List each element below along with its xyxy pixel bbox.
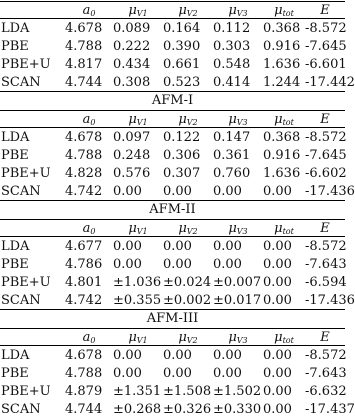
column-header: [113, 3, 163, 18]
table-cell: 1.244: [263, 74, 301, 90]
table-cell: 0.00: [263, 274, 292, 290]
column-header: [113, 221, 163, 236]
table-cell: 4.742: [65, 183, 103, 199]
section-title: AFM-I: [0, 91, 345, 110]
method-label: PBE+U: [1, 383, 51, 399]
table-cell: 4.788: [65, 147, 103, 163]
method-label: PBE+U: [1, 274, 51, 290]
table-cell: -17.437: [305, 401, 355, 417]
table-cell: 4.678: [65, 20, 103, 36]
column-header-symbol: μ: [178, 330, 187, 345]
table-cell: 0.00: [113, 238, 142, 254]
method-label: PBE+U: [1, 56, 51, 72]
method-label: PBE: [1, 147, 29, 163]
column-header: [163, 3, 213, 18]
column-header-subscript: V1: [136, 9, 148, 18]
table-cell: 0.00: [163, 347, 192, 363]
column-header-symbol: μ: [274, 221, 283, 236]
column-header-subscript: tot: [282, 118, 294, 127]
table-row: [0, 364, 345, 382]
table-section: [0, 200, 355, 309]
column-header: [65, 221, 113, 236]
column-header-subscript: 0: [90, 336, 96, 345]
table-cell: -7.643: [305, 365, 347, 381]
table-row: [0, 400, 355, 418]
table-cell: ±1.502: [213, 383, 262, 399]
column-header-symbol: E: [320, 221, 330, 236]
column-header-symbol: a: [82, 112, 91, 127]
column-header: [263, 221, 305, 236]
table-cell: ±0.326: [163, 401, 212, 417]
table-cell: 0.916: [263, 147, 301, 163]
table-cell: 0.089: [113, 20, 151, 36]
table-cell: 0.00: [113, 256, 142, 272]
method-label: SCAN: [1, 292, 41, 308]
column-header-subscript: tot: [282, 9, 294, 18]
table-cell: -7.643: [305, 256, 347, 272]
method-label: LDA: [1, 129, 30, 145]
table-cell: 0.548: [213, 56, 251, 72]
table-cell: ±0.007: [213, 274, 262, 290]
column-header-subscript: V2: [186, 9, 198, 18]
table-cell: 4.742: [65, 292, 103, 308]
table-cell: 0.308: [113, 74, 151, 90]
column-header-symbol: μ: [178, 112, 187, 127]
table-cell: 0.00: [213, 238, 242, 254]
column-header-subscript: V3: [236, 118, 248, 127]
column-header-subscript: 0: [90, 227, 96, 236]
column-header-subscript: V1: [136, 336, 148, 345]
table-cell: 0.523: [163, 74, 201, 90]
table-cell: 0.00: [263, 401, 292, 417]
table-cell: 4.678: [65, 129, 103, 145]
column-header-subscript: V1: [136, 227, 148, 236]
method-label: SCAN: [1, 401, 41, 417]
method-label: SCAN: [1, 183, 41, 199]
column-header: [163, 221, 213, 236]
method-label: LDA: [1, 347, 30, 363]
table-cell: 0.00: [213, 365, 242, 381]
table-cell: ±0.330: [213, 401, 262, 417]
column-header: [113, 330, 163, 345]
column-header-symbol: a: [82, 221, 91, 236]
column-header: [263, 330, 305, 345]
column-header-symbol: μ: [228, 112, 237, 127]
table-cell: -8.572: [305, 129, 347, 145]
column-header-subscript: V2: [186, 336, 198, 345]
table-cell: 0.00: [263, 256, 292, 272]
column-header-symbol: E: [320, 112, 330, 127]
table-cell: 0.00: [213, 183, 242, 199]
column-header-subscript: 0: [90, 9, 96, 18]
table-cell: 4.788: [65, 365, 103, 381]
column-header-subscript: V3: [236, 336, 248, 345]
table-cell: 0.368: [263, 129, 301, 145]
column-header-symbol: μ: [274, 3, 283, 18]
column-header: [65, 3, 113, 18]
column-header-symbol: μ: [274, 112, 283, 127]
column-header-symbol: μ: [128, 330, 137, 345]
table-cell: ±1.036: [113, 274, 162, 290]
method-label: PBE: [1, 365, 29, 381]
table-cell: 0.414: [213, 74, 251, 90]
table-row: [0, 128, 345, 146]
method-label: LDA: [1, 238, 30, 254]
table-cell: 1.636: [263, 56, 301, 72]
table-cell: ±1.351: [113, 383, 162, 399]
table-cell: 0.00: [113, 347, 142, 363]
table-cell: -17.442: [305, 74, 355, 90]
table-header-row: [0, 328, 345, 346]
column-header-symbol: μ: [128, 221, 137, 236]
section-title: AFM-II: [0, 200, 345, 219]
table-cell: 0.434: [113, 56, 151, 72]
table-cell: ±0.024: [163, 274, 212, 290]
table-cell: 0.390: [163, 38, 201, 54]
column-header-symbol: μ: [228, 3, 237, 18]
table-cell: 0.00: [263, 383, 292, 399]
table-cell: 0.112: [213, 20, 251, 36]
column-header-symbol: μ: [228, 330, 237, 345]
table-row: [0, 73, 355, 91]
column-header: [213, 3, 263, 18]
table-cell: 0.303: [213, 38, 251, 54]
table-cell: ±0.002: [163, 292, 212, 308]
column-header-subscript: 0: [90, 118, 96, 127]
table-row: [0, 291, 355, 309]
table-cell: 4.744: [65, 401, 103, 417]
table-cell: 0.00: [163, 183, 192, 199]
table-row: [0, 146, 345, 164]
table-section: [0, 91, 355, 200]
column-header: [213, 221, 263, 236]
table-cell: 0.00: [263, 347, 292, 363]
table-row: [0, 237, 345, 255]
table-row: [0, 382, 345, 400]
table-cell: 0.576: [113, 165, 151, 181]
table-section: [0, 309, 355, 418]
table-cell: 0.00: [213, 347, 242, 363]
table-cell: 0.00: [263, 238, 292, 254]
table-cell: 0.00: [213, 256, 242, 272]
table-cell: 4.828: [65, 165, 103, 181]
column-header: [263, 3, 305, 18]
column-header-symbol: a: [82, 3, 91, 18]
table-cell: -7.645: [305, 147, 347, 163]
table-cell: 0.248: [113, 147, 151, 163]
table-cell: ±0.355: [113, 292, 162, 308]
column-header-symbol: μ: [274, 330, 283, 345]
method-label: SCAN: [1, 74, 41, 90]
table-cell: 4.678: [65, 347, 103, 363]
table-cell: 0.760: [213, 165, 251, 181]
table-cell: ±1.508: [163, 383, 212, 399]
column-header: [213, 330, 263, 345]
column-header: [305, 330, 345, 345]
column-header: [305, 221, 345, 236]
column-header-subscript: V2: [186, 118, 198, 127]
table-row: [0, 37, 345, 55]
table-cell: 4.677: [65, 238, 103, 254]
table-cell: 4.744: [65, 74, 103, 90]
table-cell: 0.00: [263, 183, 292, 199]
column-header-symbol: μ: [228, 221, 237, 236]
table-cell: 0.916: [263, 38, 301, 54]
table-row: [0, 255, 345, 273]
method-label: PBE: [1, 38, 29, 54]
column-header: [305, 112, 345, 127]
table-cell: -6.602: [305, 165, 347, 181]
table-cell: 0.222: [113, 38, 151, 54]
column-header: [163, 112, 213, 127]
table-cell: -6.601: [305, 56, 347, 72]
table-cell: 0.00: [163, 365, 192, 381]
table-cell: 0.00: [163, 238, 192, 254]
column-header-symbol: μ: [128, 112, 137, 127]
column-header-subscript: tot: [282, 336, 294, 345]
column-header-symbol: E: [320, 330, 330, 345]
table-cell: 0.00: [113, 365, 142, 381]
method-label: PBE: [1, 256, 29, 272]
table-cell: 4.879: [65, 383, 103, 399]
column-header: [305, 3, 345, 18]
table-cell: 1.636: [263, 165, 301, 181]
column-header-subscript: V3: [236, 227, 248, 236]
table-cell: 4.801: [65, 274, 103, 290]
column-header-symbol: μ: [128, 3, 137, 18]
table-cell: 4.788: [65, 38, 103, 54]
table-cell: 4.817: [65, 56, 103, 72]
column-header-subscript: tot: [282, 227, 294, 236]
table-row: [0, 346, 345, 364]
section-title: AFM-III: [0, 309, 345, 328]
column-header: [113, 112, 163, 127]
method-label: PBE+U: [1, 165, 51, 181]
table-row: [0, 273, 345, 291]
column-header-symbol: a: [82, 330, 91, 345]
table-row: [0, 182, 355, 200]
table-row: [0, 19, 345, 37]
table-cell: -8.572: [305, 347, 347, 363]
table-cell: ±0.268: [113, 401, 162, 417]
table-cell: 0.00: [263, 292, 292, 308]
column-header: [263, 112, 305, 127]
table-cell: 0.122: [163, 129, 201, 145]
table-cell: 0.00: [263, 365, 292, 381]
table-cell: -7.645: [305, 38, 347, 54]
table-section: [0, 1, 355, 91]
table-header-row: [0, 219, 345, 237]
table-cell: 0.00: [163, 256, 192, 272]
table-row: [0, 55, 345, 73]
method-label: LDA: [1, 20, 30, 36]
table-header-row: [0, 1, 345, 19]
column-header-subscript: V1: [136, 118, 148, 127]
table-row: [0, 164, 345, 182]
table-cell: 0.147: [213, 129, 251, 145]
column-header: [213, 112, 263, 127]
table-cell: -6.632: [305, 383, 347, 399]
table-cell: ±0.017: [213, 292, 262, 308]
column-header-symbol: μ: [178, 3, 187, 18]
column-header-symbol: E: [320, 3, 330, 18]
table-cell: -6.594: [305, 274, 347, 290]
table-cell: 0.361: [213, 147, 251, 163]
column-header-subscript: V2: [186, 227, 198, 236]
table-header-row: [0, 110, 345, 128]
table-cell: -17.436: [305, 292, 355, 308]
table-cell: 0.661: [163, 56, 201, 72]
table-cell: 0.306: [163, 147, 201, 163]
column-header: [163, 330, 213, 345]
table-cell: -8.572: [305, 20, 347, 36]
table-cell: -8.572: [305, 238, 347, 254]
column-header-symbol: μ: [178, 221, 187, 236]
column-header-subscript: V3: [236, 9, 248, 18]
column-header: [65, 112, 113, 127]
table-cell: 4.786: [65, 256, 103, 272]
table-cell: 0.164: [163, 20, 201, 36]
table-cell: 0.368: [263, 20, 301, 36]
table-cell: 0.00: [113, 183, 142, 199]
column-header: [65, 330, 113, 345]
table-cell: 0.097: [113, 129, 151, 145]
table-cell: -17.436: [305, 183, 355, 199]
table-cell: 0.307: [163, 165, 201, 181]
